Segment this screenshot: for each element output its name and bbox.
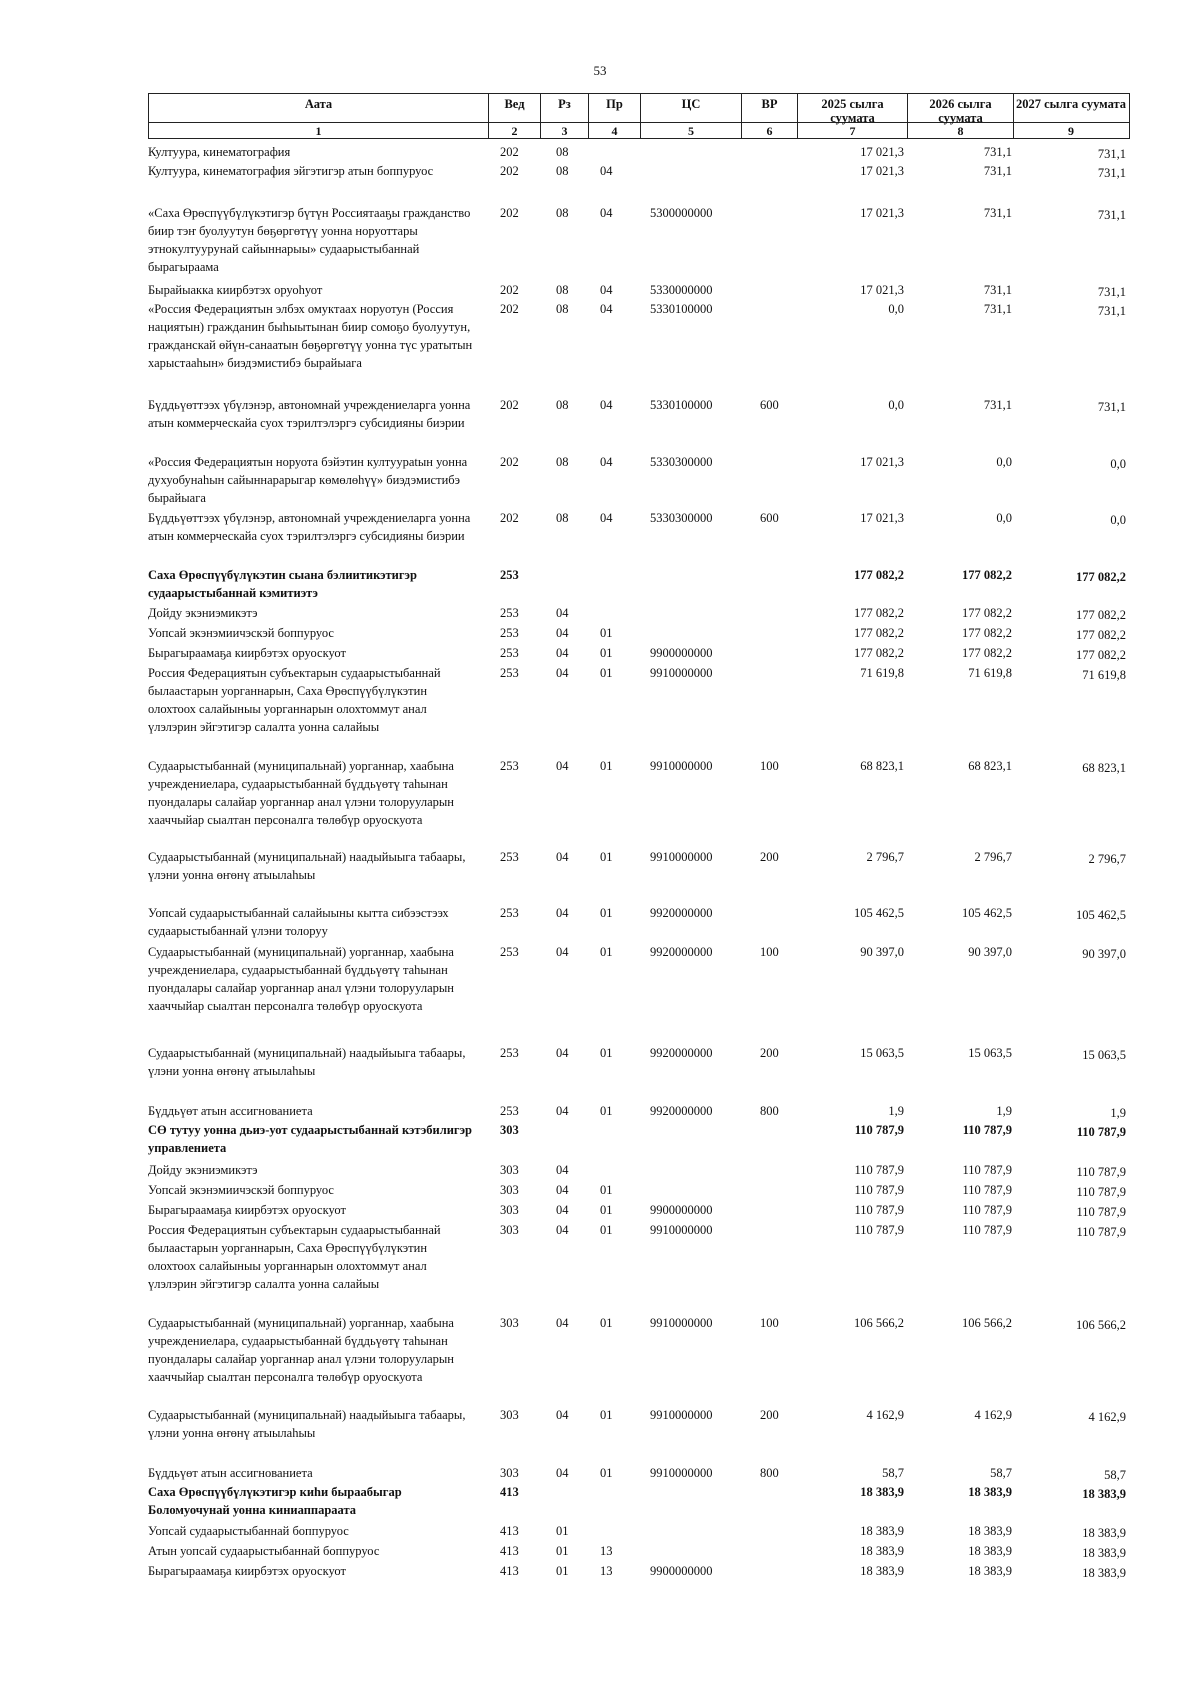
cell-name: Бырагыраамаҕа киирбэтэх оруоскуот [148,1203,346,1217]
cell-v2026: 90 397,0 [968,945,1012,959]
cell-cs: 5330100000 [650,302,713,316]
cell-v2025: 18 383,9 [860,1544,904,1558]
cell-v2026: 58,7 [990,1466,1012,1480]
cell-v2025: 110 787,9 [854,1183,904,1197]
cell-ved: 202 [500,455,519,469]
cell-v2027: 731,1 [1097,285,1126,299]
header-label: 2025 сылга суумата [821,97,884,125]
cell-vr: 200 [760,1046,779,1060]
cell-name: Уопсай экэнэмиичэскэй боппуруос [148,1183,334,1197]
cell-name: Култуура, кинематография [148,145,291,159]
cell-pr: 01 [600,666,613,680]
cell-ved: 303 [500,1408,519,1422]
header-cell [149,94,488,138]
cell-rz: 08 [556,511,569,525]
cell-cs: 9920000000 [650,1046,713,1060]
header-label: Аата [304,97,333,111]
cell-v2026: 177 082,2 [962,626,1012,640]
cell-pr: 01 [600,1223,613,1237]
cell-v2027: 110 787,9 [1076,1165,1126,1179]
cell-v2025: 17 021,3 [860,283,904,297]
cell-v2026: 731,1 [983,164,1012,178]
cell-v2025: 2 796,7 [866,850,904,864]
cell-cs: 5300000000 [650,206,713,220]
cell-name: Судаарыстыбаннай (муниципальнай) наадыйыыга табаары, үлэни уонна өҥөнү атыылаһыы [148,1046,466,1078]
cell-ved: 303 [500,1466,519,1480]
cell-pr: 01 [600,945,613,959]
cell-v2026: 68 823,1 [968,759,1012,773]
cell-v2027: 177 082,2 [1076,648,1126,662]
cell-cs: 9920000000 [650,906,713,920]
cell-pr: 01 [600,626,613,640]
cell-vr: 100 [760,945,779,959]
cell-cs: 5330300000 [650,455,713,469]
cell-rz: 01 [556,1544,569,1558]
cell-v2025: 17 021,3 [860,164,904,178]
cell-v2026: 110 787,9 [962,1203,1012,1217]
cell-v2026: 110 787,9 [962,1123,1012,1137]
cell-name: Уопсай судаарыстыбаннай салайыыны кытта сибээстээх судаарыстыбаннай үлэни толоруу [148,906,449,938]
cell-v2026: 731,1 [983,398,1012,412]
cell-ved: 202 [500,145,519,159]
cell-rz: 04 [556,1046,569,1060]
cell-rz: 04 [556,850,569,864]
cell-v2027: 71 619,8 [1082,668,1126,682]
cell-ved: 303 [500,1316,519,1330]
cell-v2026: 18 383,9 [968,1564,1012,1578]
cell-pr: 04 [600,164,613,178]
cell-name: Дойду экэниэмикэтэ [148,1163,258,1177]
header-label: ЦС [681,97,701,111]
cell-pr: 01 [600,850,613,864]
cell-name: «Россия Федерациятын норуота бэйэтин култуурatын уонна духуобунаһын сайыннарарыгар көмөлөһүү» биэдэмистибэ бырайыага [148,455,468,505]
cell-v2025: 71 619,8 [860,666,904,680]
cell-v2025: 177 082,2 [854,646,904,660]
cell-pr: 04 [600,511,613,525]
cell-v2027: 0,0 [1110,513,1126,527]
cell-vr: 100 [760,759,779,773]
cell-cs: 9900000000 [650,1564,713,1578]
cell-cs: 9910000000 [650,1223,713,1237]
cell-pr: 04 [600,398,613,412]
cell-v2027: 18 383,9 [1082,1487,1126,1501]
cell-cs: 9900000000 [650,646,713,660]
cell-v2027: 110 787,9 [1076,1125,1126,1139]
cell-v2027: 105 462,5 [1076,908,1126,922]
cell-pr: 01 [600,1183,613,1197]
header-cell [797,94,907,138]
cell-v2025: 68 823,1 [860,759,904,773]
cell-vr: 600 [760,511,779,525]
cell-v2025: 105 462,5 [854,906,904,920]
cell-v2026: 731,1 [983,206,1012,220]
cell-v2026: 18 383,9 [968,1485,1012,1499]
cell-rz: 08 [556,455,569,469]
cell-cs: 9910000000 [650,666,713,680]
cell-name: «Саха Өрөспүүбүлүкэтигэр бүтүн Россиятааҕы гражданство биир тэҥ буолуутун бөҕөргөтүү уонна норуоттары этнокултуурунай сайыннарыы» судаарыстыбаннай бырагыраама [148,206,471,274]
cell-v2025: 17 021,3 [860,511,904,525]
cell-vr: 600 [760,398,779,412]
cell-v2026: 177 082,2 [962,646,1012,660]
cell-name: Саха Өрөспүүбүлүкэтин сыана бэлиитикэтигэр судаарыстыбаннай кэмитиэтэ [148,568,417,600]
cell-name: Бүддьүөттээх үбүлэнэр, автономнай учреждениеларга уонна атын коммерческайа суох тэрилтэлэргэ субсидияны биэрии [148,511,471,543]
cell-v2026: 15 063,5 [968,1046,1012,1060]
cell-name: СӨ тутуу уонна дьиэ-уот судаарыстыбаннай кэтэбилигэр управлениета [148,1123,472,1155]
cell-pr: 13 [600,1544,613,1558]
cell-pr: 01 [600,646,613,660]
cell-v2025: 1,9 [888,1104,904,1118]
cell-name: Бырагыраамаҕа киирбэтэх оруоскуот [148,646,346,660]
cell-v2025: 0,0 [888,302,904,316]
cell-v2025: 110 787,9 [854,1163,904,1177]
cell-v2027: 106 566,2 [1076,1318,1126,1332]
cell-ved: 253 [500,906,519,920]
cell-cs: 5330000000 [650,283,713,297]
cell-v2026: 110 787,9 [962,1163,1012,1177]
header-number: 2 [511,124,518,138]
cell-v2025: 90 397,0 [860,945,904,959]
cell-ved: 253 [500,606,519,620]
cell-ved: 253 [500,945,519,959]
cell-name: Судаарыстыбаннай (муниципальнай) уорганнар, хаабына учреждениелара, судаарыстыбаннай бүддьүөтү таһынан пуондалары салайар уорганнар анал үлэни толорууларын хааччыйар сыалтан персоналга төлөбүр оруоскуота [148,759,454,827]
header-label: 2027 сылга суумата [1015,97,1127,111]
cell-pr: 01 [600,759,613,773]
cell-v2026: 177 082,2 [962,568,1012,582]
cell-ved: 303 [500,1163,519,1177]
cell-name: «Россия Федерациятын элбэх омуктаах норуотун (Россия нациятын) гражданин быһыытынан биир сомоҕо буолуутун, гражданскай өйүн-санаатын бөҕөргөтүү уонна түс уратытын харыстааһын» биэдэмистибэ бырайыага [148,302,473,370]
cell-name: Дойду экэниэмикэтэ [148,606,258,620]
cell-name: Бырагыраамаҕа киирбэтэх оруоскуот [148,1564,346,1578]
cell-cs: 9910000000 [650,850,713,864]
cell-ved: 413 [500,1544,519,1558]
cell-rz: 08 [556,283,569,297]
header-label: Рз [558,97,571,111]
cell-rz: 04 [556,606,569,620]
cell-ved: 253 [500,850,519,864]
cell-v2025: 110 787,9 [854,1203,904,1217]
cell-v2026: 18 383,9 [968,1524,1012,1538]
cell-v2025: 4 162,9 [866,1408,904,1422]
cell-v2027: 177 082,2 [1076,608,1126,622]
cell-rz: 04 [556,1163,569,1177]
cell-pr: 01 [600,1408,613,1422]
cell-name: Судаарыстыбаннай (муниципальнай) уорганнар, хаабына учреждениелара, судаарыстыбаннай бүддьүөтү таһынан пуондалары салайар уорганнар анал үлэни толорууларын хааччыйар сыалтан персоналга төлөбүр оруоскуота [148,1316,454,1384]
cell-v2026: 177 082,2 [962,606,1012,620]
cell-name: Бырайыакка киирбэтэх оруоһуот [148,283,323,297]
cell-v2026: 0,0 [996,455,1012,469]
cell-cs: 9910000000 [650,1316,713,1330]
cell-v2027: 1,9 [1110,1106,1126,1120]
cell-pr: 01 [600,1104,613,1118]
cell-ved: 253 [500,1104,519,1118]
cell-v2025: 110 787,9 [854,1223,904,1237]
cell-v2025: 106 566,2 [854,1316,904,1330]
cell-v2027: 2 796,7 [1088,852,1126,866]
table-header [148,93,1130,139]
cell-rz: 04 [556,646,569,660]
cell-name: Бүддьүөттээх үбүлэнэр, автономнай учреждениеларга уонна атын коммерческайа суох тэрилтэлэргэ субсидияны биэрии [148,398,471,430]
cell-ved: 202 [500,398,519,412]
cell-v2026: 18 383,9 [968,1544,1012,1558]
header-number: 8 [957,124,964,138]
cell-v2025: 15 063,5 [860,1046,904,1060]
cell-cs: 5330300000 [650,511,713,525]
cell-vr: 200 [760,1408,779,1422]
cell-v2026: 105 462,5 [962,906,1012,920]
cell-pr: 04 [600,283,613,297]
cell-v2027: 18 383,9 [1082,1566,1126,1580]
cell-pr: 13 [600,1564,613,1578]
cell-rz: 04 [556,666,569,680]
cell-name: Бүддьүөт атын ассигнованиета [148,1466,313,1480]
cell-pr: 01 [600,1203,613,1217]
cell-v2026: 71 619,8 [968,666,1012,680]
cell-rz: 04 [556,1316,569,1330]
cell-v2026: 731,1 [983,283,1012,297]
cell-rz: 08 [556,206,569,220]
cell-rz: 04 [556,1203,569,1217]
cell-name: Уопсай судаарыстыбаннай боппуруос [148,1524,349,1538]
header-label: Пр [606,97,623,111]
cell-v2026: 4 162,9 [974,1408,1012,1422]
cell-vr: 100 [760,1316,779,1330]
cell-v2027: 68 823,1 [1082,761,1126,775]
cell-name: Судаарыстыбаннай (муниципальнай) наадыйыыга табаары, үлэни уонна өҥөнү атыылаһыы [148,1408,466,1440]
cell-pr: 01 [600,906,613,920]
header-cell [588,94,640,138]
cell-v2025: 17 021,3 [860,206,904,220]
header-cell [741,94,797,138]
cell-rz: 04 [556,1408,569,1422]
cell-ved: 413 [500,1564,519,1578]
header-number: 7 [849,124,856,138]
cell-v2027: 731,1 [1097,400,1126,414]
cell-rz: 04 [556,945,569,959]
cell-v2026: 2 796,7 [974,850,1012,864]
cell-rz: 08 [556,398,569,412]
cell-ved: 253 [500,759,519,773]
cell-ved: 303 [500,1203,519,1217]
cell-name: Атын уопсай судаарыстыбаннай боппуруос [148,1544,380,1558]
cell-rz: 01 [556,1564,569,1578]
cell-cs: 9910000000 [650,1466,713,1480]
cell-ved: 253 [500,666,519,680]
header-number: 9 [1068,124,1074,138]
header-cell [540,94,588,138]
cell-v2025: 18 383,9 [860,1564,904,1578]
cell-v2026: 110 787,9 [962,1183,1012,1197]
cell-name: Россия Федерациятын субъектарын судаарыстыбаннай былаастарын уорганнарын, Саха Өрөспүүбүлүкэтин олохтоох салайыныы уорганнарын олохтоммут анал үлэлэрин эйгэтигэр салалта уонна салайыы [148,666,441,734]
cell-cs: 9920000000 [650,1104,713,1118]
cell-pr: 01 [600,1316,613,1330]
cell-ved: 303 [500,1123,519,1137]
cell-v2025: 177 082,2 [854,568,904,582]
header-cell [1013,94,1128,138]
cell-v2027: 177 082,2 [1076,570,1126,584]
cell-cs: 9900000000 [650,1203,713,1217]
cell-cs: 9910000000 [650,759,713,773]
cell-v2025: 0,0 [888,398,904,412]
cell-v2027: 0,0 [1110,457,1126,471]
cell-v2027: 110 787,9 [1076,1225,1126,1239]
cell-rz: 04 [556,1223,569,1237]
cell-pr: 04 [600,302,613,316]
cell-v2027: 18 383,9 [1082,1546,1126,1560]
cell-v2026: 106 566,2 [962,1316,1012,1330]
header-cell [488,94,540,138]
cell-ved: 253 [500,1046,519,1060]
cell-v2026: 731,1 [983,302,1012,316]
cell-v2026: 731,1 [983,145,1012,159]
header-cell [907,94,1013,138]
cell-v2027: 731,1 [1097,147,1126,161]
cell-name: Россия Федерациятын субъектарын судаарыстыбаннай былаастарын уорганнарын, Саха Өрөспүүбүлүкэтин олохтоох салайыныы уорганнарын олохтоммут анал үлэлэрин эйгэтигэр салалта уонна салайыы [148,1223,441,1291]
header-label: Вед [504,97,525,111]
cell-rz: 04 [556,759,569,773]
cell-rz: 08 [556,164,569,178]
cell-ved: 413 [500,1485,519,1499]
cell-name: Судаарыстыбаннай (муниципальнай) наадыйыыга табаары, үлэни уонна өҥөнү атыылаһыы [148,850,466,882]
cell-vr: 800 [760,1466,779,1480]
cell-name: Судаарыстыбаннай (муниципальнай) уорганнар, хаабына учреждениелара, судаарыстыбаннай бүддьүөтү таһынан пуондалары салайар уорганнар анал үлэни толорууларын хааччыйар сыалтан персоналга төлөбүр оруоскуота [148,945,454,1013]
cell-ved: 253 [500,646,519,660]
cell-v2025: 18 383,9 [860,1485,904,1499]
cell-pr: 04 [600,455,613,469]
cell-rz: 04 [556,1104,569,1118]
cell-ved: 202 [500,164,519,178]
cell-rz: 04 [556,1183,569,1197]
cell-ved: 202 [500,206,519,220]
cell-v2027: 4 162,9 [1088,1410,1126,1424]
header-label: ВР [761,97,778,111]
cell-rz: 04 [556,1466,569,1480]
cell-cs: 5330100000 [650,398,713,412]
cell-v2027: 110 787,9 [1076,1185,1126,1199]
header-number: 3 [561,124,568,138]
cell-v2025: 177 082,2 [854,606,904,620]
cell-ved: 253 [500,568,519,582]
cell-v2025: 177 082,2 [854,626,904,640]
cell-v2027: 18 383,9 [1082,1526,1126,1540]
cell-v2027: 731,1 [1097,208,1126,222]
cell-v2025: 110 787,9 [854,1123,904,1137]
cell-rz: 04 [556,626,569,640]
cell-name: Бүддьүөт атын ассигнованиета [148,1104,313,1118]
cell-cs: 9910000000 [650,1408,713,1422]
cell-rz: 04 [556,906,569,920]
cell-v2027: 731,1 [1097,304,1126,318]
cell-vr: 200 [760,850,779,864]
cell-name: Уопсай экэнэмиичэскэй боппуруос [148,626,334,640]
page-number: 53 [593,63,607,78]
cell-ved: 303 [500,1223,519,1237]
header-number: 4 [611,124,618,138]
cell-v2027: 177 082,2 [1076,628,1126,642]
cell-ved: 253 [500,626,519,640]
cell-v2025: 17 021,3 [860,145,904,159]
cell-pr: 01 [600,1046,613,1060]
cell-v2027: 110 787,9 [1076,1205,1126,1219]
header-label: 2026 сылга суумата [929,97,992,125]
cell-ved: 202 [500,283,519,297]
cell-ved: 303 [500,1183,519,1197]
cell-ved: 202 [500,302,519,316]
cell-v2027: 90 397,0 [1082,947,1126,961]
cell-name: Саха Өрөспүүбүлүкэтигэр киһи быраабыгар Боломуочунай уонна киниаппараата [148,1485,402,1517]
cell-ved: 202 [500,511,519,525]
cell-rz: 01 [556,1524,569,1538]
cell-v2026: 1,9 [996,1104,1012,1118]
cell-v2027: 58,7 [1104,1468,1126,1482]
cell-v2026: 110 787,9 [962,1223,1012,1237]
header-number: 6 [766,124,773,138]
cell-ved: 413 [500,1524,519,1538]
cell-pr: 01 [600,1466,613,1480]
cell-v2026: 0,0 [996,511,1012,525]
cell-rz: 08 [556,302,569,316]
cell-v2025: 18 383,9 [860,1524,904,1538]
cell-cs: 9920000000 [650,945,713,959]
cell-v2027: 15 063,5 [1082,1048,1126,1062]
cell-v2027: 731,1 [1097,166,1126,180]
cell-v2025: 17 021,3 [860,455,904,469]
cell-pr: 04 [600,206,613,220]
cell-v2025: 58,7 [882,1466,904,1480]
header-number: 1 [315,124,322,138]
header-cell [640,94,741,138]
cell-rz: 08 [556,145,569,159]
header-number: 5 [688,124,694,138]
cell-vr: 800 [760,1104,779,1118]
cell-name: Култуура, кинематография эйгэтигэр атын боппуруос [148,164,434,178]
